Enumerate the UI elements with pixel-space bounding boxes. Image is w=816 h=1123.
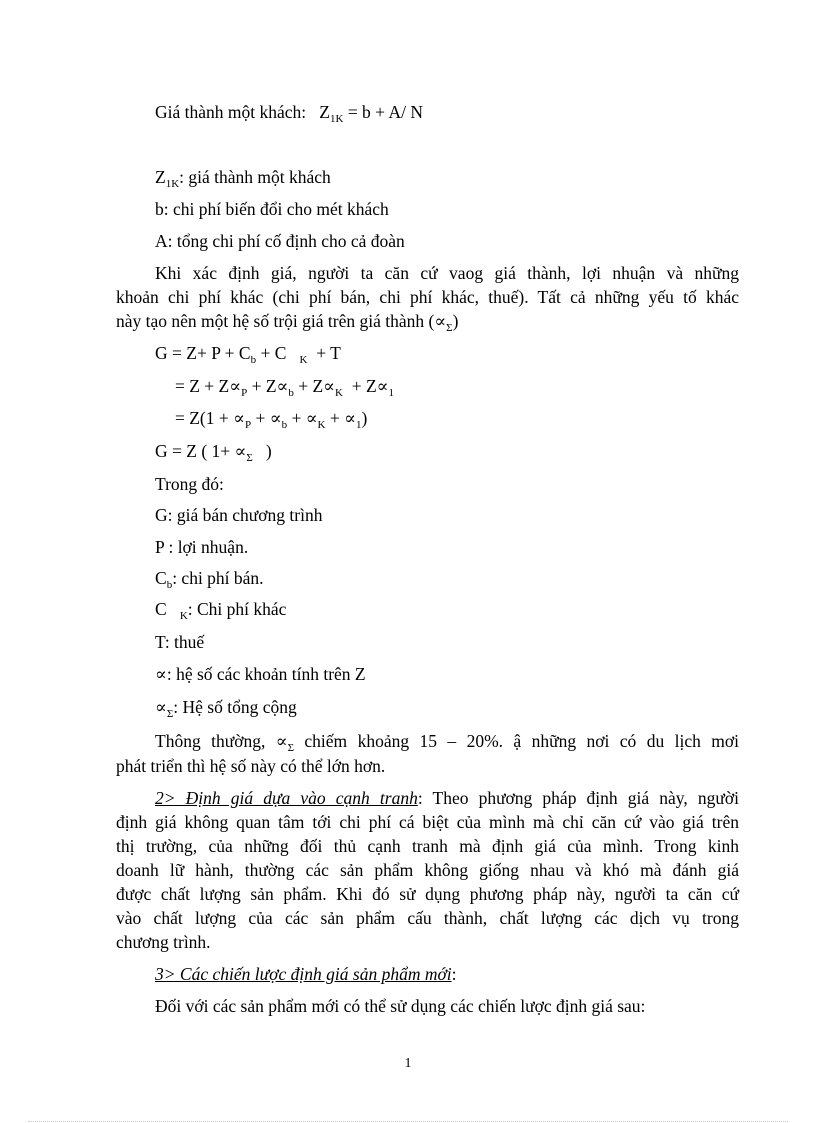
section-2-heading: 2> Định giá dựa vào cạnh tranh bbox=[155, 788, 418, 808]
legend-ck: C $_K$: Chi phí khác bbox=[155, 599, 287, 622]
section-2-line-2: định giá không quan tâm tới chi phí cá biệt của mình mà chỉ căn cứ vào giá trên bbox=[116, 812, 739, 832]
section-2-line-1: 2> Định giá dựa vào cạnh tranh: Theo phương pháp định giá này, người bbox=[155, 788, 739, 808]
section-2-line-6: vào chất lượng của các sản phẩm cấu thành, chất lượng các dịch vụ trong bbox=[116, 908, 739, 928]
legend-cb: $C_b$: chi phí bán. bbox=[155, 568, 264, 591]
paragraph-2-line-2: phát triển thì hệ số này có thể lớn hơn. bbox=[116, 756, 386, 776]
section-3-line-1: Đối với các sản phẩm mới có thể sử dụng các chiến lược định giá sau: bbox=[155, 996, 646, 1016]
legend-t: T: thuế bbox=[155, 632, 205, 652]
section-2-line-4: doanh lữ hành, thường các sản phẩm không giống nhau và khó mà đánh giá bbox=[116, 860, 739, 880]
paragraph-1-line-2: khoản chi phí khác (chi phí bán, chi phí khác, thuế). Tất cả những yếu tố khác bbox=[116, 287, 739, 307]
section-3-heading-line: 3> Các chiến lược định giá sản phẩm mới: bbox=[155, 964, 457, 984]
page-number: 1 bbox=[404, 1056, 412, 1071]
legend-g: G: giá bán chương trình bbox=[155, 505, 323, 525]
definition-b: b: chi phí biến đổi cho mét khách bbox=[155, 199, 389, 219]
paragraph-1-line-1: Khi xác định giá, người ta căn cứ vaog giá thành, lợi nhuận và những bbox=[155, 263, 739, 283]
legend-alpha-sum: $\propto_\Sigma$: Hệ số tổng cộng bbox=[155, 697, 297, 720]
legend-p: P : lợi nhuận. bbox=[155, 537, 249, 557]
section-3-heading: 3> Các chiến lược định giá sản phẩm mới bbox=[155, 964, 452, 984]
paragraph-1-line-3: này tạo nên một hệ số trội giá trên giá thành $(\propto_\Sigma)$ bbox=[116, 311, 459, 334]
definition-a: A: tổng chi phí cố định cho cả đoàn bbox=[155, 231, 405, 251]
equation-g-4: G = Z ( $1+ \propto_\Sigma$ ) bbox=[155, 441, 272, 464]
page-bottom-divider bbox=[28, 1121, 788, 1122]
definition-z1k: $Z_{1K}$: giá thành một khách bbox=[155, 167, 331, 190]
unit-cost-formula: Giá thành một khách: $Z_{1K} = b + A/$ N bbox=[155, 102, 423, 125]
paragraph-2-line-1: Thông thường, $\propto_\Sigma$ chiếm khoảng 15 – 20%. ậ những nơi có du lịch mơi bbox=[155, 731, 739, 754]
equation-g-1: $G = Z+ P + C_b + C$ $_K$ + T bbox=[155, 343, 341, 366]
section-2-line-3: thị trường, của những đối thủ cạnh tranh mà định giá của mình. Trong kinh bbox=[116, 836, 739, 856]
section-2-line-5: được chất lượng sản phẩm. Khi đó sử dụng phương pháp này, người ta căn cứ bbox=[116, 884, 739, 904]
legend-alpha: ∝: hệ số các khoản tính trên Z bbox=[155, 664, 366, 684]
section-2-line-7: chương trình. bbox=[116, 932, 211, 952]
where-label: Trong đó: bbox=[155, 474, 224, 494]
equation-g-2: = $Z + Z\propto_P + Z\propto_b + Z\propto_K + Z\propto_1$ bbox=[175, 376, 395, 399]
equation-g-3: = $Z(1 + \propto_P + \propto_b + \propto_K + \propto_1)$ bbox=[175, 408, 368, 431]
